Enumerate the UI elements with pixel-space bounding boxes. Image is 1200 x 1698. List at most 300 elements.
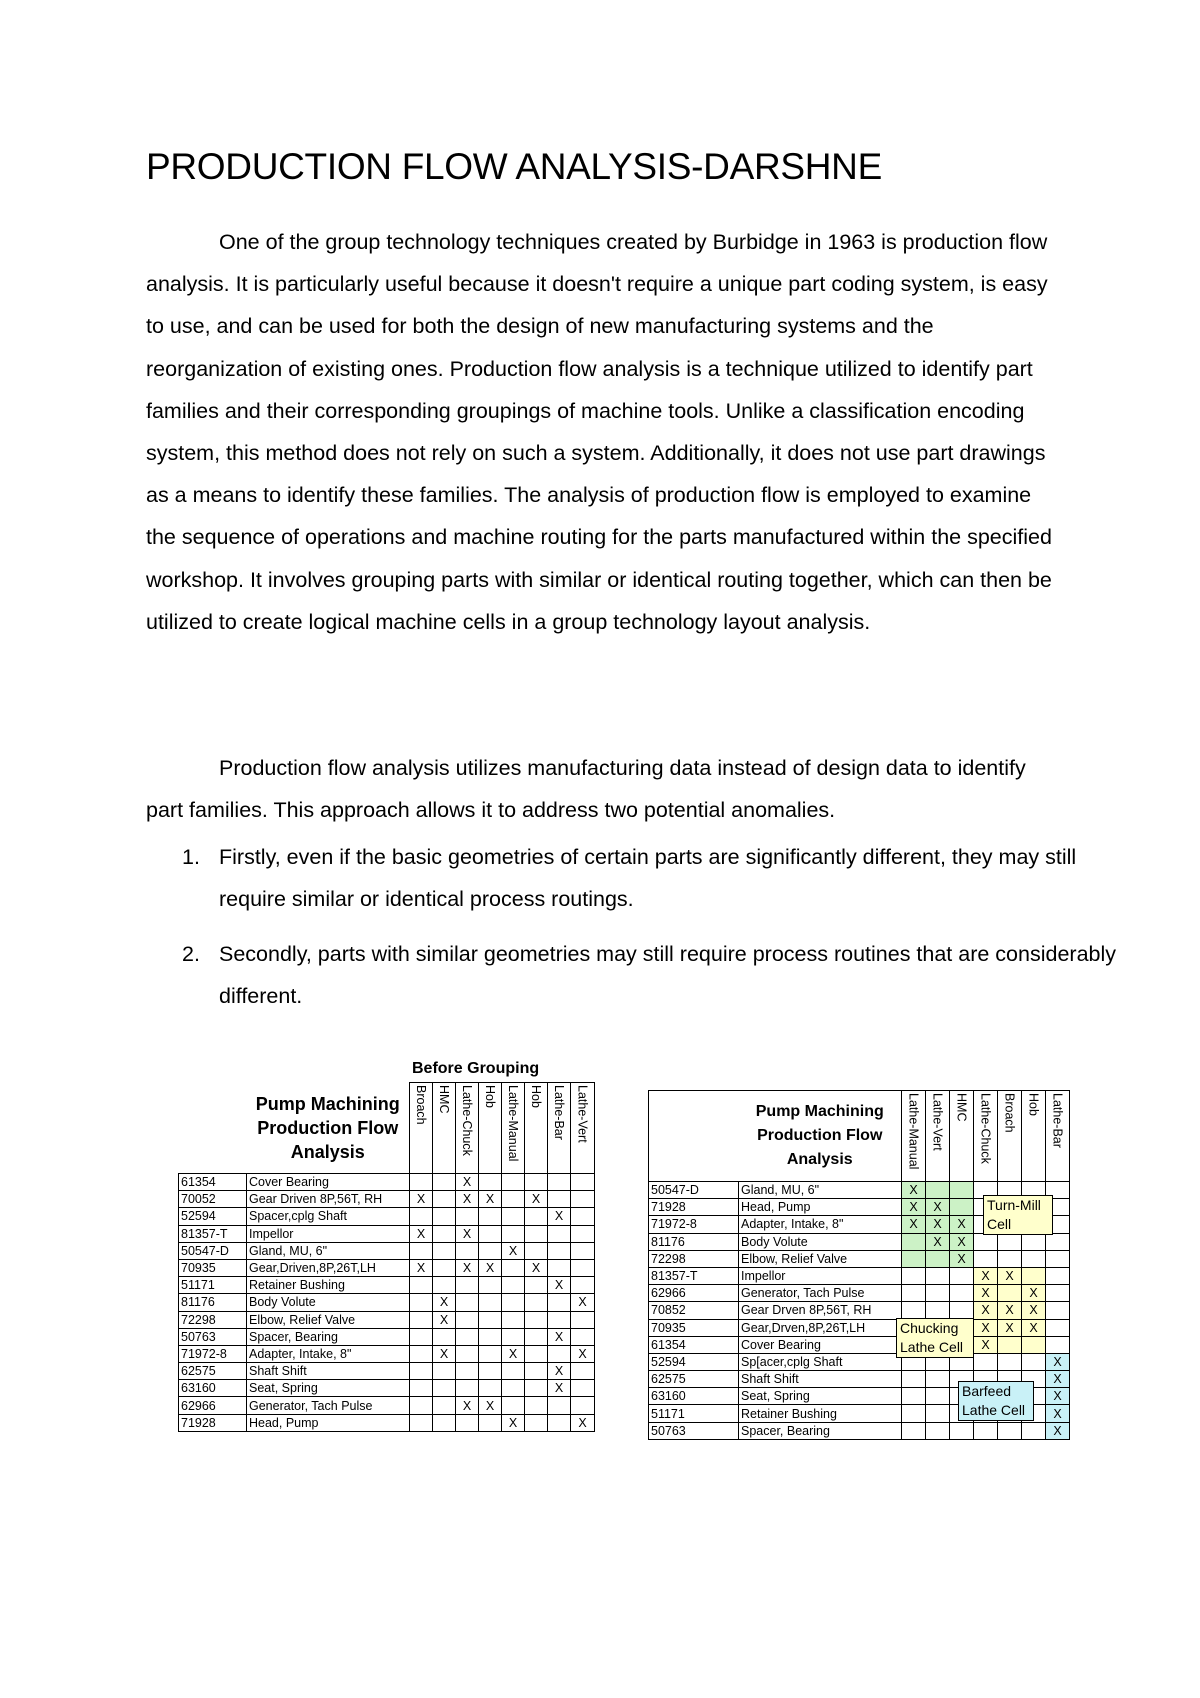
part-name-cell: Gear,Drven,8P,26T,LH <box>739 1319 902 1336</box>
table-row <box>649 1285 1070 1302</box>
part-number-cell: 50763 <box>649 1422 739 1439</box>
routing-mark-cell <box>548 1242 571 1259</box>
table-row <box>179 1345 595 1362</box>
routing-mark-cell <box>479 1294 502 1311</box>
routing-mark-cell <box>410 1208 433 1225</box>
table-row <box>649 1250 1070 1267</box>
routing-mark-cell <box>902 1302 926 1319</box>
routing-mark-cell <box>1022 1267 1046 1284</box>
routing-mark-cell: X <box>456 1191 479 1208</box>
routing-mark-cell <box>998 1422 1022 1439</box>
part-number-cell: 63160 <box>179 1380 247 1397</box>
table-row <box>179 1208 595 1225</box>
routing-mark-cell <box>525 1363 548 1380</box>
routing-mark-cell <box>502 1208 525 1225</box>
table-row <box>179 1294 595 1311</box>
column-header-label: Lathe-Manual <box>906 1093 921 1170</box>
routing-mark-cell: X <box>433 1311 456 1328</box>
routing-mark-cell <box>1046 1302 1070 1319</box>
routing-mark-cell: X <box>479 1397 502 1414</box>
routing-mark-cell <box>410 1277 433 1294</box>
routing-mark-cell: X <box>950 1250 974 1267</box>
routing-mark-cell <box>974 1353 998 1370</box>
routing-mark-cell <box>433 1328 456 1345</box>
column-header <box>974 1091 998 1182</box>
routing-mark-cell <box>998 1336 1022 1353</box>
routing-mark-cell <box>479 1345 502 1362</box>
part-name-cell: Gear,Driven,8P,26T,LH <box>247 1259 410 1276</box>
routing-mark-cell <box>525 1208 548 1225</box>
routing-mark-cell <box>548 1311 571 1328</box>
routing-mark-cell <box>950 1199 974 1216</box>
routing-mark-cell <box>525 1311 548 1328</box>
paragraph-2-text: Production flow analysis utilizes manufacturing data instead of design data to identify part families. This approach allows it to address two potential anomalies. <box>146 756 1026 823</box>
routing-mark-cell: X <box>1022 1302 1046 1319</box>
part-name-cell: Seat, Spring <box>247 1380 410 1397</box>
routing-mark-cell <box>502 1363 525 1380</box>
routing-mark-cell: X <box>502 1242 525 1259</box>
table-row <box>179 1191 595 1208</box>
table-title: Pump Machining Production Flow Analysis <box>739 1091 902 1182</box>
part-number-cell: 51171 <box>179 1277 247 1294</box>
routing-mark-cell <box>479 1277 502 1294</box>
list-item-text: Firstly, even if the basic geometries of certain parts are significantly different, they may still require similar or identical process routings. <box>219 845 1077 912</box>
list-item <box>146 836 1139 920</box>
routing-mark-cell <box>502 1259 525 1276</box>
column-header <box>433 1083 456 1174</box>
column-header <box>902 1091 926 1182</box>
table-row <box>649 1267 1070 1284</box>
routing-mark-cell: X <box>926 1199 950 1216</box>
part-number-cell: 62575 <box>649 1371 739 1388</box>
routing-mark-cell: X <box>548 1328 571 1345</box>
routing-mark-cell <box>502 1191 525 1208</box>
routing-mark-cell <box>902 1371 926 1388</box>
routing-mark-cell <box>502 1328 525 1345</box>
part-name-cell: Elbow, Relief Valve <box>247 1311 410 1328</box>
part-number-cell: 72298 <box>649 1250 739 1267</box>
routing-mark-cell <box>902 1405 926 1422</box>
routing-mark-cell <box>525 1242 548 1259</box>
routing-mark-cell <box>502 1397 525 1414</box>
table-row <box>179 1242 595 1259</box>
before-grouping-label: Before Grouping <box>412 1060 540 1077</box>
routing-mark-cell <box>926 1405 950 1422</box>
routing-mark-cell: X <box>410 1259 433 1276</box>
part-name-cell: Head, Pump <box>247 1414 410 1431</box>
part-name-cell: Body Volute <box>247 1294 410 1311</box>
part-number-cell: 50547-D <box>649 1182 739 1199</box>
part-name-cell: Generator, Tach Pulse <box>739 1285 902 1302</box>
routing-mark-cell: X <box>998 1267 1022 1284</box>
routing-mark-cell <box>571 1397 595 1414</box>
part-name-cell: Retainer Bushing <box>739 1405 902 1422</box>
routing-mark-cell <box>548 1225 571 1242</box>
routing-mark-cell <box>1046 1250 1070 1267</box>
routing-mark-cell: X <box>974 1319 998 1336</box>
routing-mark-cell <box>998 1250 1022 1267</box>
table-row <box>179 1311 595 1328</box>
routing-mark-cell <box>571 1174 595 1191</box>
routing-mark-cell <box>433 1174 456 1191</box>
routing-mark-cell <box>410 1174 433 1191</box>
routing-mark-cell: X <box>950 1233 974 1250</box>
routing-mark-cell: X <box>433 1294 456 1311</box>
routing-mark-cell <box>456 1328 479 1345</box>
routing-mark-cell <box>525 1380 548 1397</box>
routing-mark-cell <box>456 1277 479 1294</box>
part-name-cell: Cover Bearing <box>739 1336 902 1353</box>
column-header-label: Hob <box>1026 1093 1041 1116</box>
routing-mark-cell <box>926 1422 950 1439</box>
column-header-label: Lathe-Bar <box>1050 1093 1065 1148</box>
routing-mark-cell <box>479 1328 502 1345</box>
routing-mark-cell: X <box>950 1216 974 1233</box>
routing-mark-cell: X <box>456 1174 479 1191</box>
routing-mark-cell: X <box>571 1294 595 1311</box>
column-header-label: Lathe-Vert <box>575 1085 590 1143</box>
column-header <box>456 1083 479 1174</box>
part-number-cell: 62575 <box>179 1363 247 1380</box>
routing-mark-cell <box>433 1242 456 1259</box>
routing-mark-cell <box>926 1182 950 1199</box>
list-number: 2. <box>182 942 200 966</box>
routing-mark-cell: X <box>1022 1285 1046 1302</box>
part-name-cell: Adapter, Intake, 8" <box>739 1216 902 1233</box>
routing-mark-cell <box>502 1225 525 1242</box>
routing-mark-cell: X <box>974 1267 998 1284</box>
part-number-cell: 52594 <box>179 1208 247 1225</box>
routing-mark-cell <box>1022 1336 1046 1353</box>
routing-mark-cell <box>950 1422 974 1439</box>
routing-mark-cell: X <box>433 1345 456 1362</box>
routing-mark-cell <box>902 1285 926 1302</box>
routing-mark-cell <box>410 1345 433 1362</box>
table-title: Pump Machining Production Flow Analysis <box>247 1083 410 1174</box>
routing-mark-cell: X <box>974 1302 998 1319</box>
part-number-cell: 52594 <box>649 1353 739 1370</box>
part-number-cell: 51171 <box>649 1405 739 1422</box>
routing-mark-cell: X <box>1046 1353 1070 1370</box>
routing-mark-cell <box>571 1259 595 1276</box>
paragraph-intro <box>146 221 1066 643</box>
routing-mark-cell: X <box>525 1259 548 1276</box>
part-name-cell: Spacer,cplg Shaft <box>247 1208 410 1225</box>
routing-mark-cell: X <box>974 1336 998 1353</box>
column-header <box>950 1091 974 1182</box>
routing-mark-cell <box>525 1294 548 1311</box>
routing-mark-cell <box>998 1353 1022 1370</box>
routing-mark-cell <box>548 1259 571 1276</box>
column-header <box>410 1083 433 1174</box>
column-header-label: Broach <box>414 1085 428 1125</box>
part-name-cell: Gear Driven 8P,56T, RH <box>247 1191 410 1208</box>
part-number-cell: 70052 <box>179 1191 247 1208</box>
column-header-label: Hob <box>529 1085 543 1108</box>
part-number-cell: 50547-D <box>179 1242 247 1259</box>
routing-mark-cell: X <box>502 1414 525 1431</box>
routing-mark-cell: X <box>525 1191 548 1208</box>
routing-mark-cell <box>1022 1353 1046 1370</box>
part-name-cell: Head, Pump <box>739 1199 902 1216</box>
routing-mark-cell <box>902 1233 926 1250</box>
part-name-cell: Shaft Shift <box>739 1371 902 1388</box>
column-header-label: Lathe-Manual <box>506 1085 520 1162</box>
part-name-cell: Sp[acer,cplg Shaft <box>739 1353 902 1370</box>
routing-mark-cell: X <box>456 1397 479 1414</box>
column-header-label: Hob <box>483 1085 497 1108</box>
list-number: 1. <box>182 845 200 869</box>
routing-mark-cell <box>548 1414 571 1431</box>
routing-mark-cell <box>525 1225 548 1242</box>
routing-mark-cell <box>456 1380 479 1397</box>
routing-mark-cell <box>410 1363 433 1380</box>
routing-mark-cell: X <box>479 1191 502 1208</box>
routing-mark-cell <box>479 1363 502 1380</box>
routing-mark-cell <box>456 1363 479 1380</box>
part-name-cell: Retainer Bushing <box>247 1277 410 1294</box>
table-row <box>179 1380 595 1397</box>
part-number-cell: 62966 <box>649 1285 739 1302</box>
routing-mark-cell: X <box>1022 1319 1046 1336</box>
part-number-cell: 81176 <box>649 1233 739 1250</box>
routing-mark-cell <box>571 1277 595 1294</box>
routing-mark-cell <box>548 1191 571 1208</box>
table-row <box>649 1302 1070 1319</box>
routing-mark-cell <box>926 1267 950 1284</box>
routing-mark-cell <box>1022 1233 1046 1250</box>
table-row <box>649 1233 1070 1250</box>
column-header <box>548 1083 571 1174</box>
routing-mark-cell <box>433 1277 456 1294</box>
table-corner <box>649 1091 739 1182</box>
routing-mark-cell: X <box>456 1259 479 1276</box>
routing-mark-cell <box>926 1250 950 1267</box>
routing-mark-cell <box>571 1225 595 1242</box>
routing-mark-cell <box>433 1208 456 1225</box>
part-name-cell: Gear Drven 8P,56T, RH <box>739 1302 902 1319</box>
part-name-cell: Impellor <box>247 1225 410 1242</box>
part-name-cell: Spacer, Bearing <box>247 1328 410 1345</box>
routing-mark-cell <box>974 1233 998 1250</box>
routing-mark-cell: X <box>926 1233 950 1250</box>
part-number-cell: 71972-8 <box>179 1345 247 1362</box>
routing-mark-cell <box>571 1311 595 1328</box>
routing-mark-cell: X <box>902 1216 926 1233</box>
part-number-cell: 70935 <box>179 1259 247 1276</box>
routing-mark-cell <box>456 1294 479 1311</box>
routing-mark-cell <box>479 1242 502 1259</box>
routing-mark-cell <box>433 1397 456 1414</box>
routing-mark-cell <box>502 1294 525 1311</box>
column-header-label: HMC <box>954 1093 969 1122</box>
column-header <box>502 1083 525 1174</box>
routing-mark-cell <box>974 1422 998 1439</box>
part-name-cell: Generator, Tach Pulse <box>247 1397 410 1414</box>
routing-mark-cell <box>479 1414 502 1431</box>
routing-mark-cell <box>571 1363 595 1380</box>
list-item <box>146 933 1139 1017</box>
routing-mark-cell: X <box>571 1414 595 1431</box>
routing-mark-cell <box>525 1174 548 1191</box>
part-number-cell: 81357-T <box>649 1267 739 1284</box>
routing-mark-cell <box>410 1294 433 1311</box>
part-name-cell: Gland, MU, 6" <box>739 1182 902 1199</box>
list-item-text: Secondly, parts with similar geometries may still require process routines that are considerably different. <box>219 942 1117 1009</box>
routing-mark-cell <box>926 1285 950 1302</box>
column-header <box>998 1091 1022 1182</box>
routing-mark-cell <box>571 1242 595 1259</box>
part-name-cell: Spacer, Bearing <box>739 1422 902 1439</box>
part-number-cell: 71928 <box>179 1414 247 1431</box>
routing-mark-cell <box>902 1422 926 1439</box>
routing-mark-cell <box>410 1311 433 1328</box>
part-name-cell: Seat, Spring <box>739 1388 902 1405</box>
routing-mark-cell: X <box>456 1225 479 1242</box>
table-row <box>179 1174 595 1191</box>
routing-mark-cell <box>926 1388 950 1405</box>
routing-mark-cell: X <box>998 1319 1022 1336</box>
routing-mark-cell <box>525 1345 548 1362</box>
routing-mark-cell <box>571 1328 595 1345</box>
column-header <box>1046 1091 1070 1182</box>
table-row <box>649 1422 1070 1439</box>
routing-mark-cell <box>998 1233 1022 1250</box>
table-row <box>179 1277 595 1294</box>
routing-mark-cell <box>548 1174 571 1191</box>
routing-mark-cell <box>410 1380 433 1397</box>
routing-mark-cell: X <box>1046 1422 1070 1439</box>
routing-mark-cell <box>456 1311 479 1328</box>
part-number-cell: 81176 <box>179 1294 247 1311</box>
routing-mark-cell <box>1022 1250 1046 1267</box>
routing-mark-cell <box>502 1380 525 1397</box>
routing-mark-cell <box>433 1259 456 1276</box>
part-number-cell: 50763 <box>179 1328 247 1345</box>
routing-mark-cell: X <box>571 1345 595 1362</box>
routing-mark-cell: X <box>410 1191 433 1208</box>
routing-mark-cell <box>950 1302 974 1319</box>
routing-mark-cell <box>502 1174 525 1191</box>
column-header <box>1022 1091 1046 1182</box>
routing-mark-cell: X <box>548 1380 571 1397</box>
column-header-label: Lathe-Chuck <box>460 1085 474 1156</box>
routing-mark-cell <box>433 1225 456 1242</box>
routing-mark-cell <box>479 1208 502 1225</box>
part-number-cell: 62966 <box>179 1397 247 1414</box>
routing-mark-cell <box>548 1345 571 1362</box>
routing-mark-cell <box>456 1414 479 1431</box>
part-number-cell: 61354 <box>649 1336 739 1353</box>
routing-mark-cell <box>571 1208 595 1225</box>
routing-mark-cell <box>479 1225 502 1242</box>
routing-mark-cell <box>410 1414 433 1431</box>
routing-mark-cell <box>548 1294 571 1311</box>
routing-mark-cell <box>479 1311 502 1328</box>
routing-mark-cell <box>548 1397 571 1414</box>
table-row <box>179 1259 595 1276</box>
routing-mark-cell <box>902 1250 926 1267</box>
routing-mark-cell <box>998 1285 1022 1302</box>
routing-mark-cell: X <box>502 1345 525 1362</box>
routing-mark-cell <box>926 1302 950 1319</box>
routing-mark-cell <box>1046 1336 1070 1353</box>
column-header <box>525 1083 548 1174</box>
routing-mark-cell: X <box>548 1277 571 1294</box>
routing-mark-cell <box>433 1191 456 1208</box>
routing-mark-cell <box>1046 1319 1070 1336</box>
part-name-cell: Cover Bearing <box>247 1174 410 1191</box>
table-row <box>179 1414 595 1431</box>
column-header <box>479 1083 502 1174</box>
part-number-cell: 72298 <box>179 1311 247 1328</box>
routing-mark-cell <box>950 1267 974 1284</box>
table-row <box>179 1397 595 1414</box>
routing-mark-cell: X <box>1046 1371 1070 1388</box>
routing-mark-cell <box>502 1311 525 1328</box>
routing-mark-cell: X <box>479 1259 502 1276</box>
part-number-cell: 70935 <box>649 1319 739 1336</box>
routing-mark-cell <box>974 1250 998 1267</box>
turn-mill-cell-label: Turn-Mill Cell <box>983 1195 1053 1235</box>
routing-mark-cell: X <box>1046 1405 1070 1422</box>
routing-mark-cell <box>525 1277 548 1294</box>
table-row <box>179 1363 595 1380</box>
column-header-label: Lathe-Chuck <box>978 1093 993 1164</box>
before-grouping-table <box>178 1082 595 1432</box>
routing-mark-cell <box>1046 1285 1070 1302</box>
part-number-cell: 63160 <box>649 1388 739 1405</box>
chucking-lathe-cell-label: Chucking Lathe Cell <box>896 1318 974 1358</box>
part-name-cell: Body Volute <box>739 1233 902 1250</box>
routing-mark-cell <box>479 1380 502 1397</box>
part-name-cell: Impellor <box>739 1267 902 1284</box>
routing-mark-cell <box>456 1208 479 1225</box>
routing-mark-cell: X <box>974 1285 998 1302</box>
routing-mark-cell: X <box>926 1216 950 1233</box>
barfeed-lathe-cell-label: Barfeed Lathe Cell <box>958 1381 1034 1421</box>
column-header-label: HMC <box>437 1085 451 1114</box>
table-row <box>179 1225 595 1242</box>
routing-mark-cell: X <box>548 1363 571 1380</box>
routing-mark-cell <box>502 1277 525 1294</box>
routing-mark-cell <box>1022 1422 1046 1439</box>
routing-mark-cell: X <box>1046 1388 1070 1405</box>
routing-mark-cell <box>902 1388 926 1405</box>
routing-mark-cell <box>410 1328 433 1345</box>
routing-mark-cell <box>479 1174 502 1191</box>
paragraph-approach <box>146 747 1066 831</box>
routing-mark-cell <box>571 1380 595 1397</box>
routing-mark-cell <box>902 1267 926 1284</box>
part-number-cell: 61354 <box>179 1174 247 1191</box>
part-name-cell: Gland, MU, 6" <box>247 1242 410 1259</box>
routing-mark-cell <box>950 1285 974 1302</box>
part-number-cell: 81357-T <box>179 1225 247 1242</box>
table-row <box>179 1328 595 1345</box>
routing-mark-cell: X <box>410 1225 433 1242</box>
table-row <box>649 1353 1070 1370</box>
column-header <box>571 1083 595 1174</box>
part-name-cell: Adapter, Intake, 8" <box>247 1345 410 1362</box>
part-number-cell: 70852 <box>649 1302 739 1319</box>
part-name-cell: Shaft Shift <box>247 1363 410 1380</box>
table-row <box>649 1336 1070 1353</box>
routing-mark-cell <box>410 1242 433 1259</box>
paragraph-1-text: One of the group technology techniques created by Burbidge in 1963 is production flow analysis. It is particularly useful because it doesn't require a unique part coding system, is easy to use, and can be used for both the design of new manufacturing systems and the reorganization of existing ones. Production flow analysis is a technique utilized to identify part families and their corresponding groupings of machine tools. Unlike a classification encoding system, this method does not rely on such a system. Additionally, it does not use part drawings as a means to identify these families. The analysis of production flow is employed to examine the sequence of operations and machine routing for the parts manufactured within the specified workshop. It involves grouping parts with similar or identical routing together, which can then be utilized to create logical machine cells in a group technology layout analysis. <box>146 230 1052 634</box>
part-number-cell: 71928 <box>649 1199 739 1216</box>
routing-mark-cell <box>525 1414 548 1431</box>
